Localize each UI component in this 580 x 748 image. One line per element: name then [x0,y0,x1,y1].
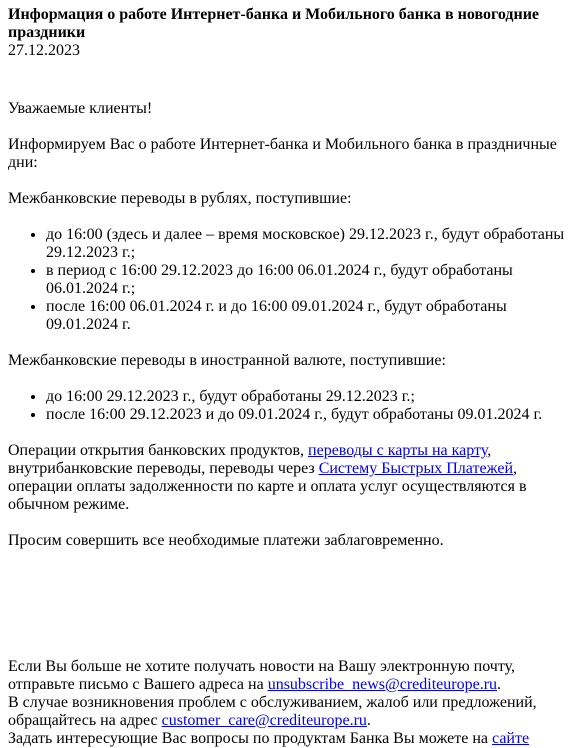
closing-paragraph: Просим совершить все необходимые платежи заблаговременно. [8,532,444,549]
customer-care-end: . [366,712,371,729]
operations-text: Операции открытия банковских продуктов, [8,442,309,459]
list-item: • в период с 16:00 29.12.2023 до 16:00 06.01.2024 г., будут обработаны 06.01.2024 г.; [46,262,572,298]
fx-transfers-heading: Межбанковские переводы в иностранной валюте, поступившие: [8,352,446,369]
unsubscribe-text: Если Вы больше не хотите получать новости на Вашу электронную почту, отправьте письмо с Вашего адреса на [8,658,516,693]
operations-text: , внутрибанковские переводы, переводы через [8,442,492,477]
greeting: Уважаемые клиенты! [8,100,153,117]
customer-care-email-link[interactable]: customer_care@crediteurope.ru [161,712,367,729]
news-date: 27.12.2023 [8,42,80,59]
operations-paragraph [8,442,572,514]
customer-care-text: В случае возникновения проблем с обслуживанием, жалоб или предложений, обращайтесь на адрес [8,694,537,729]
unsubscribe-end: . [497,676,502,693]
unsubscribe-email-link[interactable]: unsubscribe_news@crediteurope.ru [267,676,498,693]
site-link[interactable]: сайте [492,730,530,747]
operations-text: , операции оплаты задолженности по карте и оплата услуг осуществляются в обычном режиме. [8,460,527,513]
fx-transfers-list [8,388,572,424]
email-footer [8,658,572,748]
list-item: • до 16:00 (здесь и далее – время московское) 29.12.2023 г., будут обработаны 29.12.2023 г.; [46,226,572,262]
ask-questions-text: Задать интересующие Вас вопросы по продуктам Банка Вы можете на [8,730,493,747]
list-item: • после 16:00 06.01.2024 г. и до 16:00 09.01.2024 г., будут обработаны 09.01.2024 г. [46,298,572,334]
rub-transfers-list [8,226,572,334]
rub-transfers-heading: Межбанковские переводы в рублях, поступившие: [8,190,352,207]
spacer [8,568,572,658]
list-item: • до 16:00 29.12.2023 г., будут обработаны 29.12.2023 г.; [46,388,572,406]
unsubscribe-paragraph [8,658,572,694]
list-item: • после 16:00 29.12.2023 и до 09.01.2024 г., будут обработаны 09.01.2024 г. [46,406,572,424]
sbp-link[interactable]: Систему Быстрых Платежей [318,460,514,477]
news-title: Информация о работе Интернет-банка и Мобильного банка в новогодние праздники [8,6,540,41]
intro-paragraph: Информируем Вас о работе Интернет-банка и Мобильного банка в праздничные дни: [8,136,557,171]
ask-questions-paragraph [8,730,572,748]
card-to-card-link[interactable]: переводы с карты на карту [308,442,488,459]
customer-care-paragraph [8,694,572,730]
